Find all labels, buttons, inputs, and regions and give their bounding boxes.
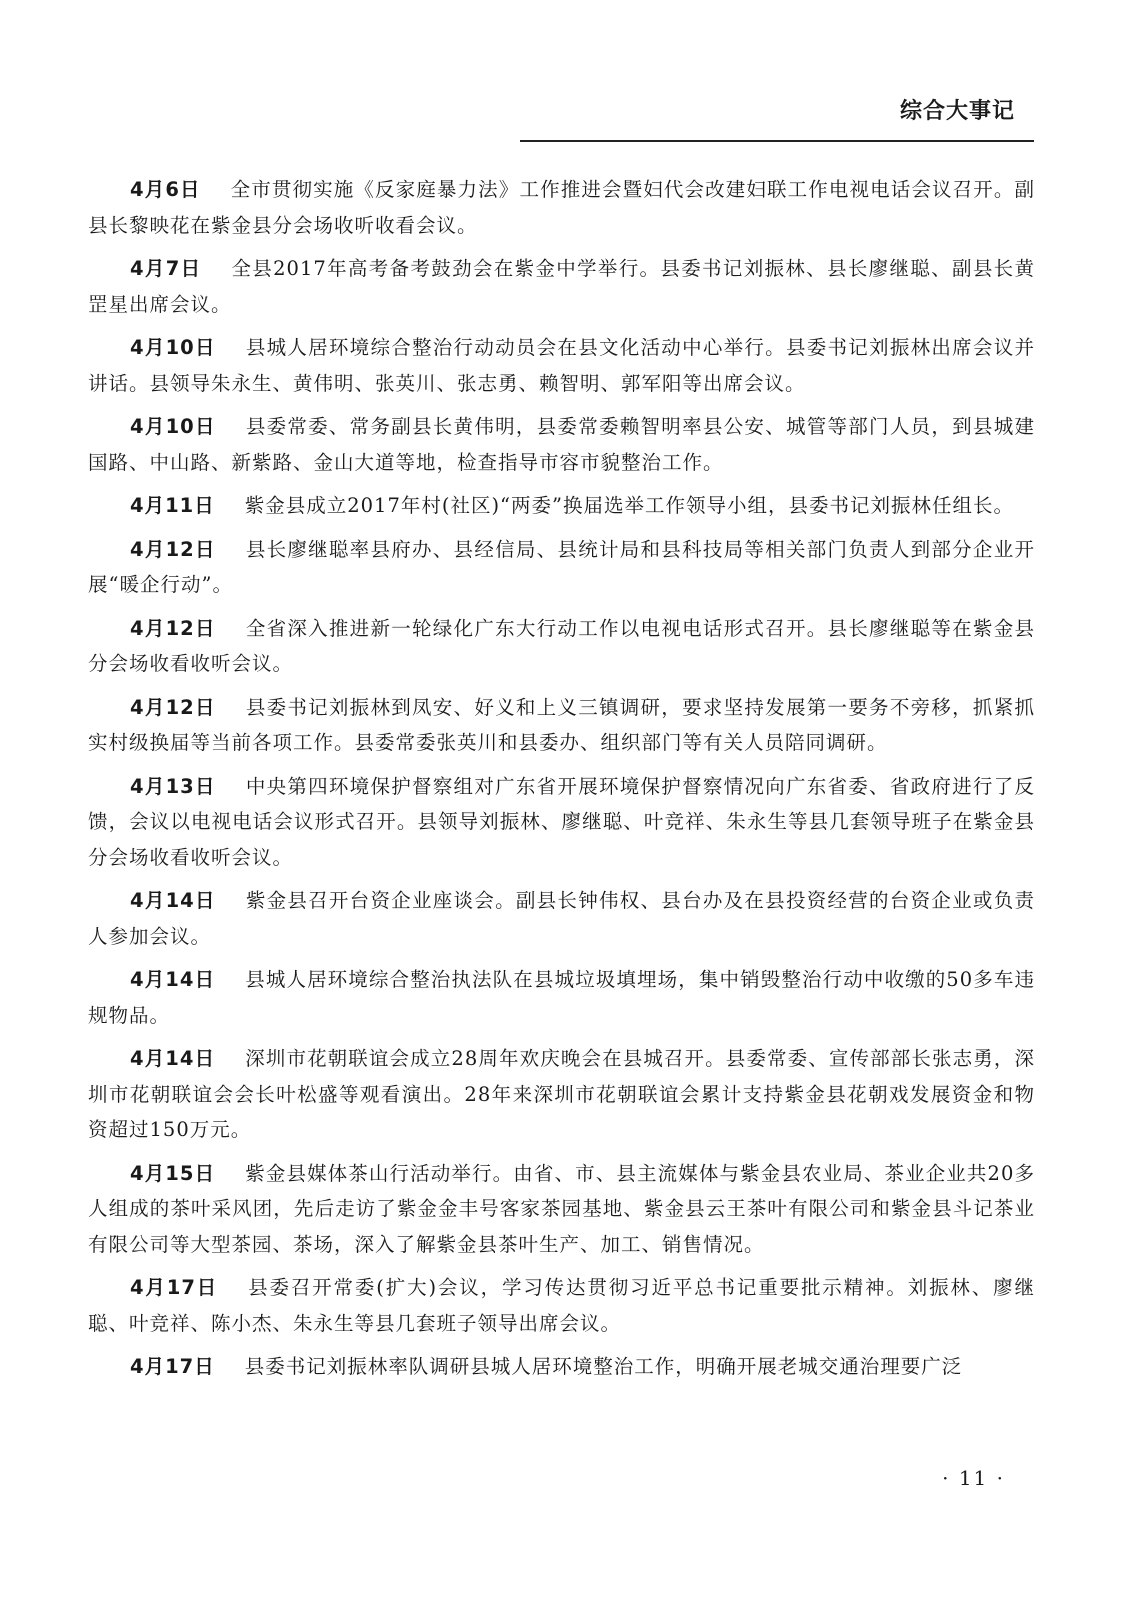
event-entry <box>88 611 1035 682</box>
event-entry <box>88 883 1035 954</box>
event-entry <box>88 488 1035 524</box>
event-text: 全市贯彻实施《反家庭暴力法》工作推进会暨妇代会改建妇联工作电视电话会议召开。副县长黎映花在紫金县分会场收听收看会议。 <box>88 178 1035 237</box>
header-rule <box>520 140 1034 142</box>
event-entry <box>88 962 1035 1033</box>
page-number: · 11 · <box>942 1466 1005 1490</box>
event-text: 全省深入推进新一轮绿化广东大行动工作以电视电话形式召开。县长廖继聪等在紫金县分会场收看收听会议。 <box>88 616 1035 675</box>
event-date: 4月7日 <box>130 257 202 280</box>
event-date: 4月10日 <box>130 336 216 359</box>
event-entry <box>88 690 1035 761</box>
event-date: 4月17日 <box>130 1355 215 1378</box>
event-date: 4月13日 <box>130 774 216 798</box>
event-text: 紫金县召开台资企业座谈会。副县长钟伟权、县台办及在县投资经营的台资企业或负责人参加会议。 <box>88 889 1035 948</box>
event-text: 县委书记刘振林率队调研县城人居环境整治工作，明确开展老城交通治理要广泛 <box>244 1355 963 1378</box>
event-text: 县长廖继聪率县府办、县经信局、县统计局和县科技局等相关部门负责人到部分企业开展“暖企行动”。 <box>88 537 1035 596</box>
event-text: 紫金县媒体茶山行活动举行。由省、市、县主流媒体与紫金县农业局、茶业企业共20多人组成的茶叶采风团，先后走访了紫金金丰号客家茶园基地、紫金县云王茶叶有限公司和紫金县斗记茶业有限公司等大型茶园、茶场，深入了解紫金县茶叶生产、加工、销售情况。 <box>88 1161 1035 1256</box>
event-date: 4月6日 <box>130 178 201 201</box>
event-text: 中央第四环境保护督察组对广东省开展环境保护督察情况向广东省委、省政府进行了反馈，会议以电视电话会议形式召开。县领导刘振林、廖继聪、叶竞祥、朱永生等县几套领导班子在紫金县分会场收看收听会议。 <box>88 774 1035 869</box>
event-date: 4月14日 <box>130 968 216 991</box>
event-date: 4月10日 <box>130 415 216 438</box>
event-date: 4月12日 <box>130 537 216 561</box>
event-entry <box>88 1041 1035 1148</box>
event-entry <box>88 251 1035 322</box>
event-text: 深圳市花朝联谊会成立28周年欢庆晚会在县城召开。县委常委、宣传部部长张志勇，深圳市花朝联谊会会长叶松盛等观看演出。28年来深圳市花朝联谊会累计支持紫金县花朝戏发展资金和物资超过150万元。 <box>88 1047 1035 1141</box>
event-entry <box>88 532 1035 603</box>
event-date: 4月14日 <box>130 889 216 912</box>
event-text: 县委书记刘振林到凤安、好义和上义三镇调研，要求坚持发展第一要务不旁移，抓紧抓实村级换届等当前各项工作。县委常委张英川和县委办、组织部门等有关人员陪同调研。 <box>88 695 1035 754</box>
event-date: 4月14日 <box>130 1047 216 1070</box>
event-text: 紫金县成立2017年村(社区)“两委”换届选举工作领导小组，县委书记刘振林任组长。 <box>244 494 1014 517</box>
event-entry <box>88 330 1035 401</box>
event-text: 县城人居环境综合整治行动动员会在县文化活动中心举行。县委书记刘振林出席会议并讲话。县领导朱永生、黄伟明、张英川、张志勇、赖智明、郭军阳等出席会议。 <box>88 336 1035 395</box>
event-date: 4月12日 <box>130 695 216 719</box>
event-date: 4月11日 <box>130 494 215 517</box>
event-entry <box>88 172 1035 243</box>
event-text: 全县2017年高考备考鼓劲会在紫金中学举行。县委书记刘振林、县长廖继聪、副县长黄罡星出席会议。 <box>88 257 1035 316</box>
event-date: 4月12日 <box>130 616 216 640</box>
event-date: 4月17日 <box>130 1276 219 1299</box>
running-header-title: 综合大事记 <box>899 99 1015 124</box>
event-text: 县委常委、常务副县长黄伟明，县委常委赖智明率县公安、城管等部门人员，到县城建国路、中山路、新紫路、金山大道等地，检查指导市容市貌整治工作。 <box>88 415 1035 474</box>
event-text: 县委召开常委(扩大)会议，学习传达贯彻习近平总书记重要批示精神。刘振林、廖继聪、叶竞祥、陈小杰、朱永生等县几套班子领导出席会议。 <box>88 1276 1035 1335</box>
event-entry <box>88 1349 1035 1385</box>
event-entry <box>88 769 1035 876</box>
event-text: 县城人居环境综合整治执法队在县城垃圾填埋场，集中销毁整治行动中收缴的50多车违规物品。 <box>88 968 1035 1027</box>
event-entry <box>88 1270 1035 1341</box>
event-date: 4月15日 <box>130 1161 216 1185</box>
event-list <box>88 172 1035 1393</box>
event-entry <box>88 409 1035 480</box>
event-entry <box>88 1156 1035 1263</box>
